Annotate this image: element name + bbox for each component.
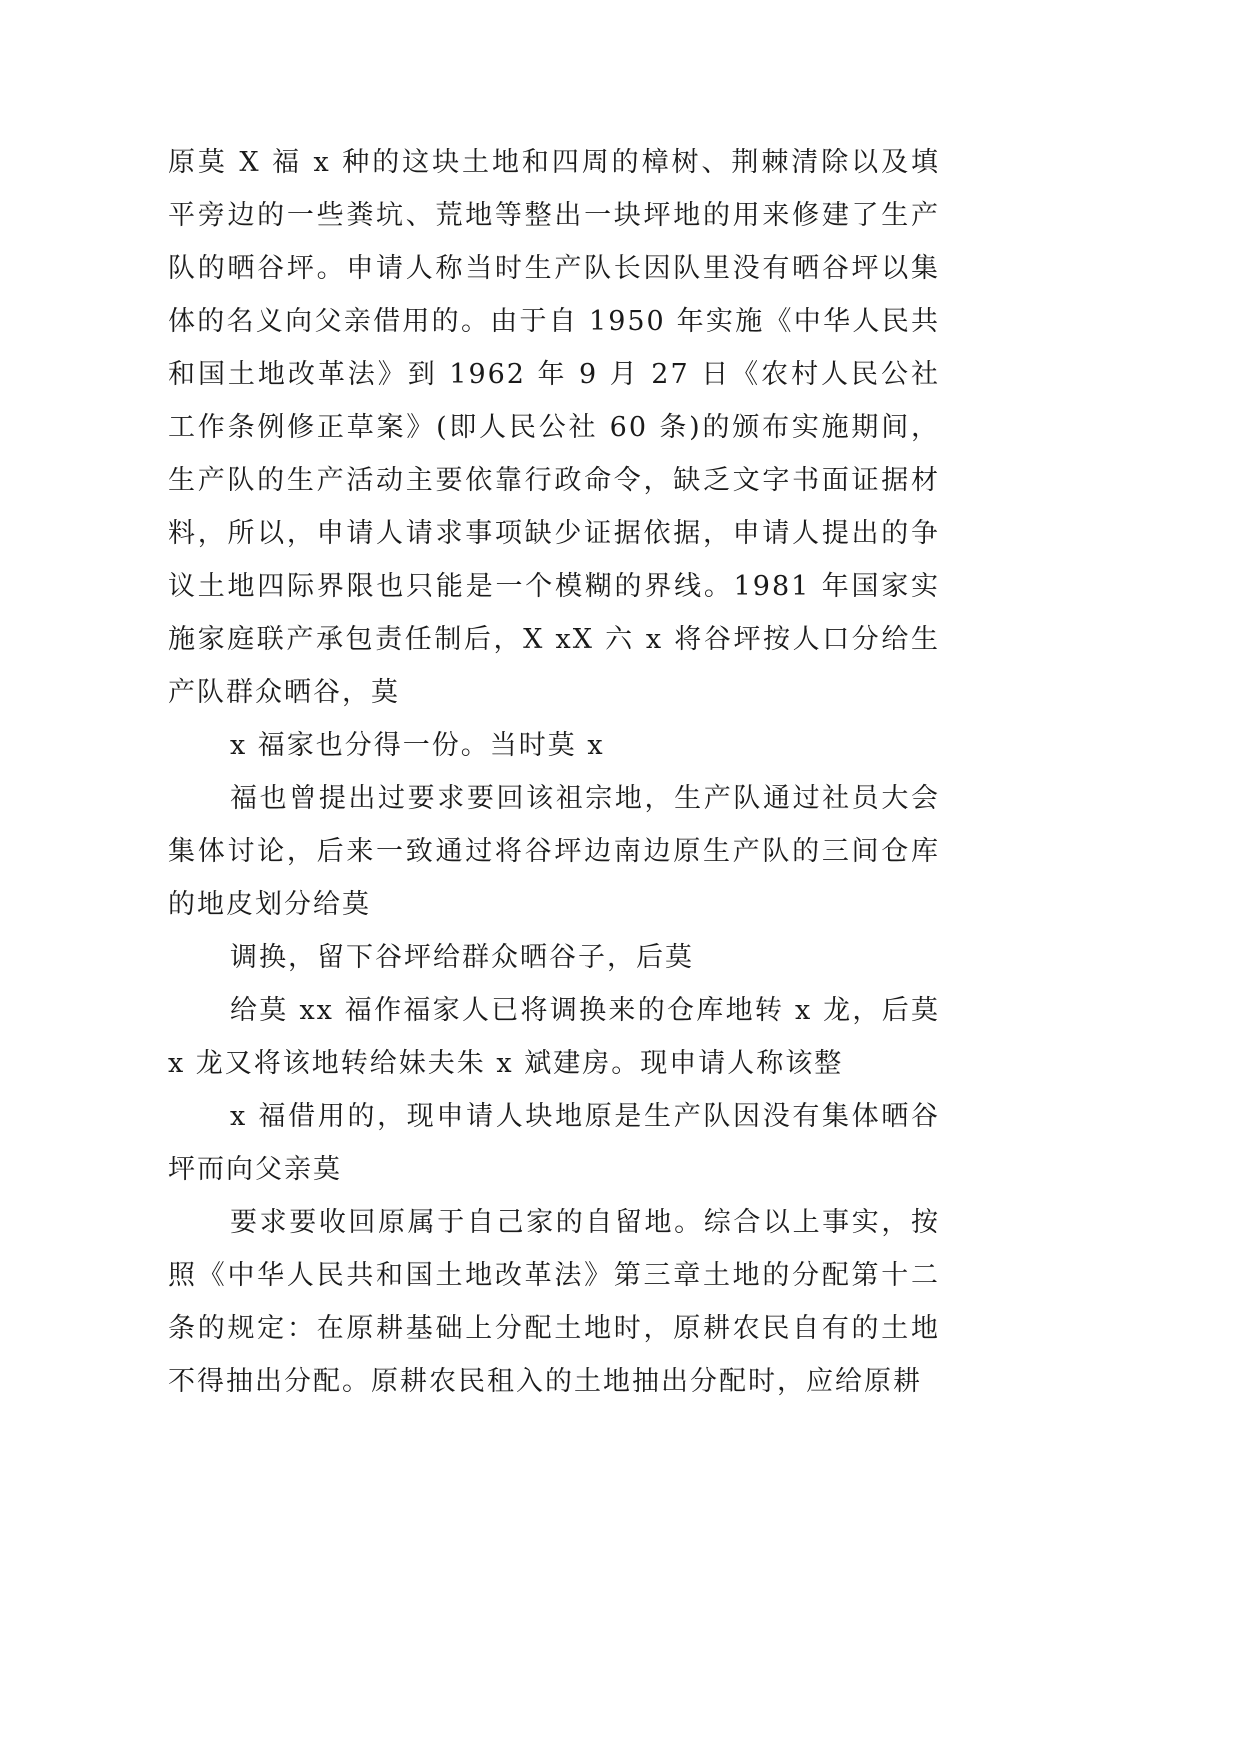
document-body [168,136,940,1408]
paragraph: x 福借用的，现申请人块地原是生产队因没有集体晒谷坪而向父亲莫 [168,1101,940,1185]
paragraph: x 福家也分得一份。当时莫 x [230,730,605,761]
paragraph: 原莫 X 福 x 种的这块土地和四周的樟树、荆棘清除以及填平旁边的一些粪坑、荒地等整出一块坪地的用来修建了生产队的晒谷坪。申请人称当时生产队长因队里没有晒谷坪以集体的名义向父亲借用的。由于自 1950 年实施《中华人民共和国土地改革法》到 1962 年 9 月 27 日《农村人民公社工作条例修正草案》(即人民公社 60 条)的颁布实施期间，生产队的生产活动主要依靠行政命令，缺乏文字书面证据材料，所以，申请人请求事项缺少证据依据，申请人提出的争议土地四际界限也只能是一个模糊的界线。1981 年国家实施家庭联产承包责任制后，X xX 六 x 将谷坪按人口分给生产队群众晒谷，莫 [168,147,940,708]
paragraph: 给莫 xx 福作福家人已将调换来的仓库地转 x 龙，后莫 x 龙又将该地转给妹夫朱 x 斌建房。现申请人称该整 [168,995,940,1079]
paragraph: 福也曾提出过要求要回该祖宗地，生产队通过社员大会集体讨论，后来一致通过将谷坪边南边原生产队的三间仓库的地皮划分给莫 [168,783,940,920]
paragraph: 调换，留下谷坪给群众晒谷子，后莫 [230,942,694,973]
paragraph: 要求要收回原属于自己家的自留地。综合以上事实，按照《中华人民共和国土地改革法》第三章土地的分配第十二条的规定：在原耕基础上分配土地时，原耕农民自有的土地不得抽出分配。原耕农民租入的土地抽出分配时，应给原耕 [168,1207,940,1397]
